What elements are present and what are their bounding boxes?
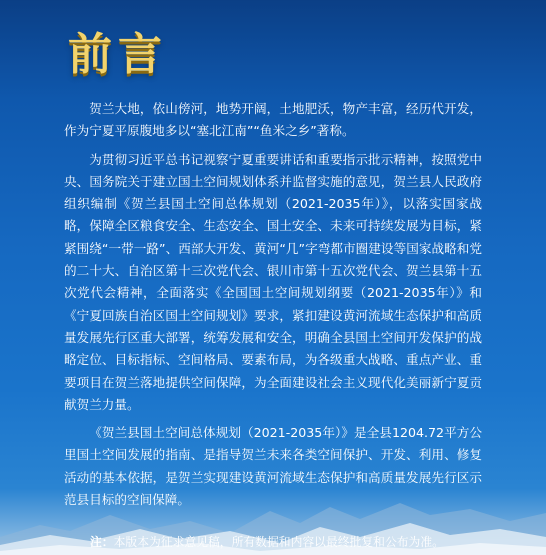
paragraph-background: 为贯彻习近平总书记视察宁夏重要讲话和重要指示批示精神，按照党中央、国务院关于建立国土空间规划体系并监督实施的意见，贺兰县人民政府组织编制《贺兰县国土空间总体规划（2021-2035年）》，以落实国家战略，保障全区粮食安全、生态安全、国土安全、未来可持续发展为目标，紧紧围绕“一带一路”、西部大开发、黄河“几”字弯都市圈建设等国家战略和党的二十大、自治区第十三次党代会、银川市第十五次党代会、贺兰县第十五次党代会精神，全面落实《全国国土空间规划纲要（2021-2035年）》和《宁夏回族自治区国土空间规划》要求，紧扣建设黄河流域生态保护和高质量发展先行区重大部署，统筹发展和安全，明确全县国土空间开发保护的战略定位、目标指标、空间格局、要素布局，为各级重大战略、重点产业、重要项目在贺兰落地提供空间保障，为全面建设社会主义现代化美丽新宁夏贡献贺兰力量。	[64, 151, 482, 412]
paragraph-plan-role: 《贺兰县国土空间总体规划（2021-2035年）》是全县1204.72平方公里国土空间发展的指南、是指导贺兰未来各类空间保护、开发、利用、修复活动的基本依据，是贺兰实现建设黄河流域生态保护和高质量发展先行区示范县目标的空间保障。	[64, 425, 482, 508]
note-label: 注：	[90, 535, 114, 549]
page-title: 前言	[68, 29, 168, 80]
note-text: 本版本为征求意见稿，所有数据和内容以最终批复和公布为准。	[113, 535, 444, 549]
preface-body	[64, 98, 482, 517]
paragraph-intro: 贺兰大地，依山傍河，地势开阔，土地肥沃，物产丰富，经历代开发，作为宁夏平原腹地多以“塞北江南”“鱼米之乡”著称。	[64, 101, 482, 139]
disclaimer-note	[90, 533, 530, 550]
